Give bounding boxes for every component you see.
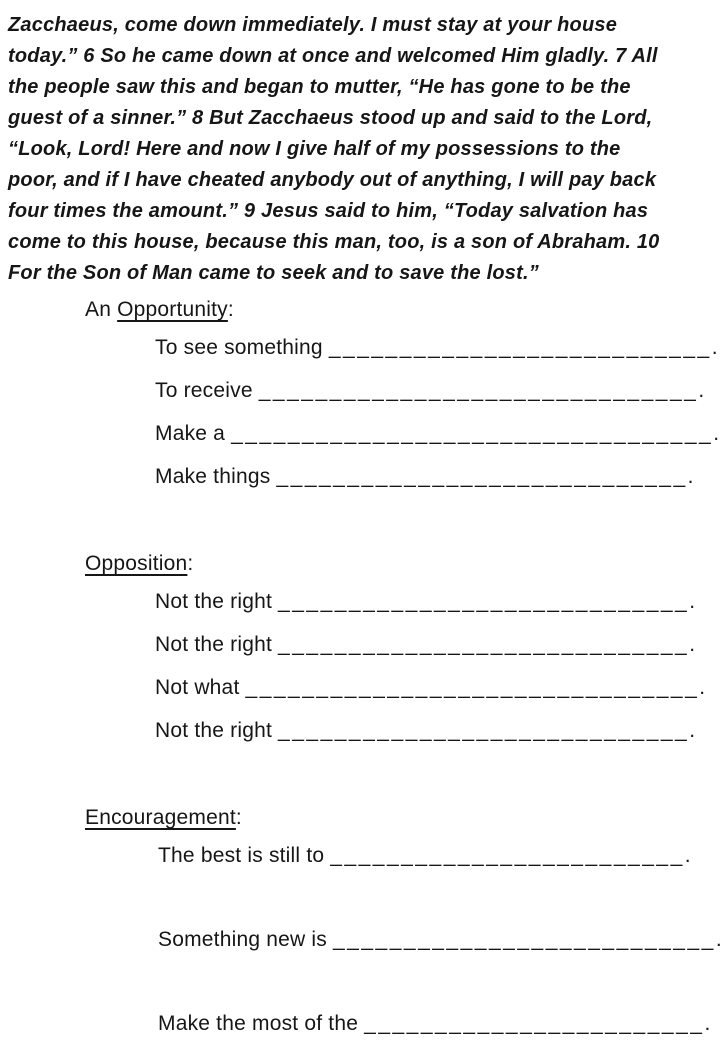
fill-in-item [155, 465, 714, 489]
heading-prefix: An [85, 298, 118, 321]
fill-in-item [155, 336, 718, 360]
scripture-line: four times the amount.” 9 Jesus said to him, “Today salvation has [8, 200, 649, 222]
fill-in-item [158, 928, 722, 952]
item-period: . [704, 1012, 711, 1035]
scripture-line: come to this house, because this man, too, is a son of Abraham. 10 [8, 231, 660, 253]
item-label: Not the right [155, 719, 279, 742]
section-heading-opposition [85, 551, 714, 577]
section-heading-opportunity [85, 297, 714, 323]
item-label: Make the most of the [158, 1012, 365, 1035]
item-period: . [689, 633, 696, 656]
item-label: Make things [155, 465, 277, 488]
heading-title: Encouragement [85, 806, 236, 829]
scripture-line: the people saw this and began to mutter, “He has gone to be the [8, 76, 631, 98]
heading-title: Opposition [85, 552, 188, 575]
blank-line: _______________________________ [258, 379, 699, 402]
item-label: To see something [155, 336, 329, 359]
item-period: . [689, 719, 696, 742]
item-label: Make a [155, 422, 232, 445]
scripture-line: For the Son of Man came to seek and to save the lost.” [8, 262, 539, 284]
item-period: . [711, 336, 718, 359]
item-period: . [713, 422, 720, 445]
blank-line: ________________________ [364, 1012, 705, 1035]
fill-in-item [155, 422, 720, 446]
section-opposition [8, 551, 714, 743]
blank-line: _____________________________ [278, 590, 690, 613]
section-opportunity [8, 297, 720, 489]
item-label: Not the right [155, 633, 279, 656]
item-period: . [689, 590, 696, 613]
fill-in-item [158, 844, 714, 868]
scripture-line: “Look, Lord! Here and now I give half of my possessions to the [8, 138, 621, 160]
item-period: . [715, 928, 722, 951]
heading-title: Opportunity [117, 298, 228, 321]
item-period: . [687, 465, 694, 488]
item-period: . [698, 379, 705, 402]
fill-in-item [158, 1012, 714, 1036]
blank-line: _____________________________ [278, 719, 690, 742]
section-heading-encouragement [85, 805, 714, 831]
fill-in-item [155, 633, 714, 657]
item-period: . [699, 676, 706, 699]
item-label: Not what [155, 676, 246, 699]
blank-line: ___________________________ [333, 928, 716, 951]
item-label: Not the right [155, 590, 279, 613]
fill-in-item [155, 719, 714, 743]
blank-line: ___________________________ [328, 336, 712, 359]
heading-colon: : [235, 806, 242, 829]
blank-line: _________________________ [330, 844, 685, 867]
item-label: To receive [155, 379, 259, 402]
item-label: The best is still to [158, 844, 331, 867]
scripture-passage [8, 10, 714, 289]
heading-colon: : [227, 298, 234, 321]
blank-line: __________________________________ [231, 422, 714, 445]
blank-line: ________________________________ [245, 676, 700, 699]
scripture-line: Zacchaeus, come down immediately. I must stay at your house [8, 14, 618, 36]
blank-line: _____________________________ [276, 465, 688, 488]
heading-colon: : [187, 552, 194, 575]
fill-in-item [155, 590, 714, 614]
item-period: . [684, 844, 691, 867]
scripture-line: guest of a sinner.” 8 But Zacchaeus stood up and said to the Lord, [8, 107, 653, 129]
blank-line: _____________________________ [278, 633, 690, 656]
fill-in-item [155, 379, 714, 403]
section-encouragement [8, 805, 722, 1036]
scripture-line: poor, and if I have cheated anybody out of anything, I will pay back [8, 169, 657, 191]
item-label: Something new is [158, 928, 333, 951]
scripture-line: today.” 6 So he came down at once and welcomed Him gladly. 7 All [8, 45, 658, 67]
fill-in-item [155, 676, 714, 700]
